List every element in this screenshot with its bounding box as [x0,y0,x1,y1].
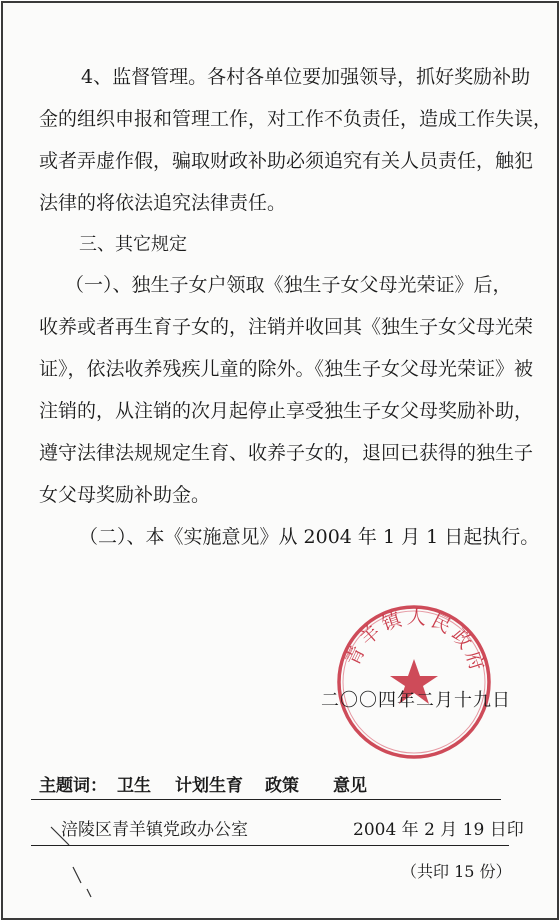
divider-line [31,799,501,800]
body-line: 女父母奖励补助金。 [39,484,211,506]
scan-mark [47,823,107,903]
official-seal [333,601,495,763]
body-line: 遵守法律法规规定生育、收养子女的，退回已获得的独生子 [39,442,534,464]
copies-count: （共印 15 份） [401,862,512,881]
issuer: 涪陵区青羊镇党政办公室 [61,820,248,840]
body-line: 收养或者再生育子女的，注销并收回其《独生子女父母光荣 [39,316,534,338]
keyword: 卫生 [117,776,151,796]
section-heading: 三、其它规定 [79,234,187,255]
body-line: 法律的将依法追究法律责任。 [39,192,287,214]
signature-date: 二〇〇四年二月十九日 [321,690,511,711]
keyword: 政策 [265,776,299,796]
body-line: 证》，依法收养残疾儿童的除外。《独生子女父母光荣证》被 [39,358,534,380]
body-line: 4、监督管理。各村各单位要加强领导，抓好奖励补助 [81,66,531,88]
print-date: 2004 年 2 月 19 日印 [353,820,524,840]
body-line: （一）、独生子女户领取《独生子女父母光荣证》后， [65,274,512,296]
document-page [1,1,559,920]
body-line: 或者弄虚作假，骗取财政补助必须追究有关人员责任，触犯 [39,150,534,172]
keywords-label: 主题词： [39,776,107,796]
body-line: （二）、本《实施意见》从 2004 年 1 月 1 日起执行。 [79,526,540,548]
svg-text:青羊镇人民政府: 青羊镇人民政府 [341,606,489,677]
body-line: 注销的，从注销的次月起停止享受独生子女父母奖励补助， [39,400,534,422]
keyword: 意见 [333,776,367,796]
body-line: 金的组织申报和管理工作，对工作不负责任，造成工作失误， [39,108,553,130]
keyword: 计划生育 [175,776,243,796]
